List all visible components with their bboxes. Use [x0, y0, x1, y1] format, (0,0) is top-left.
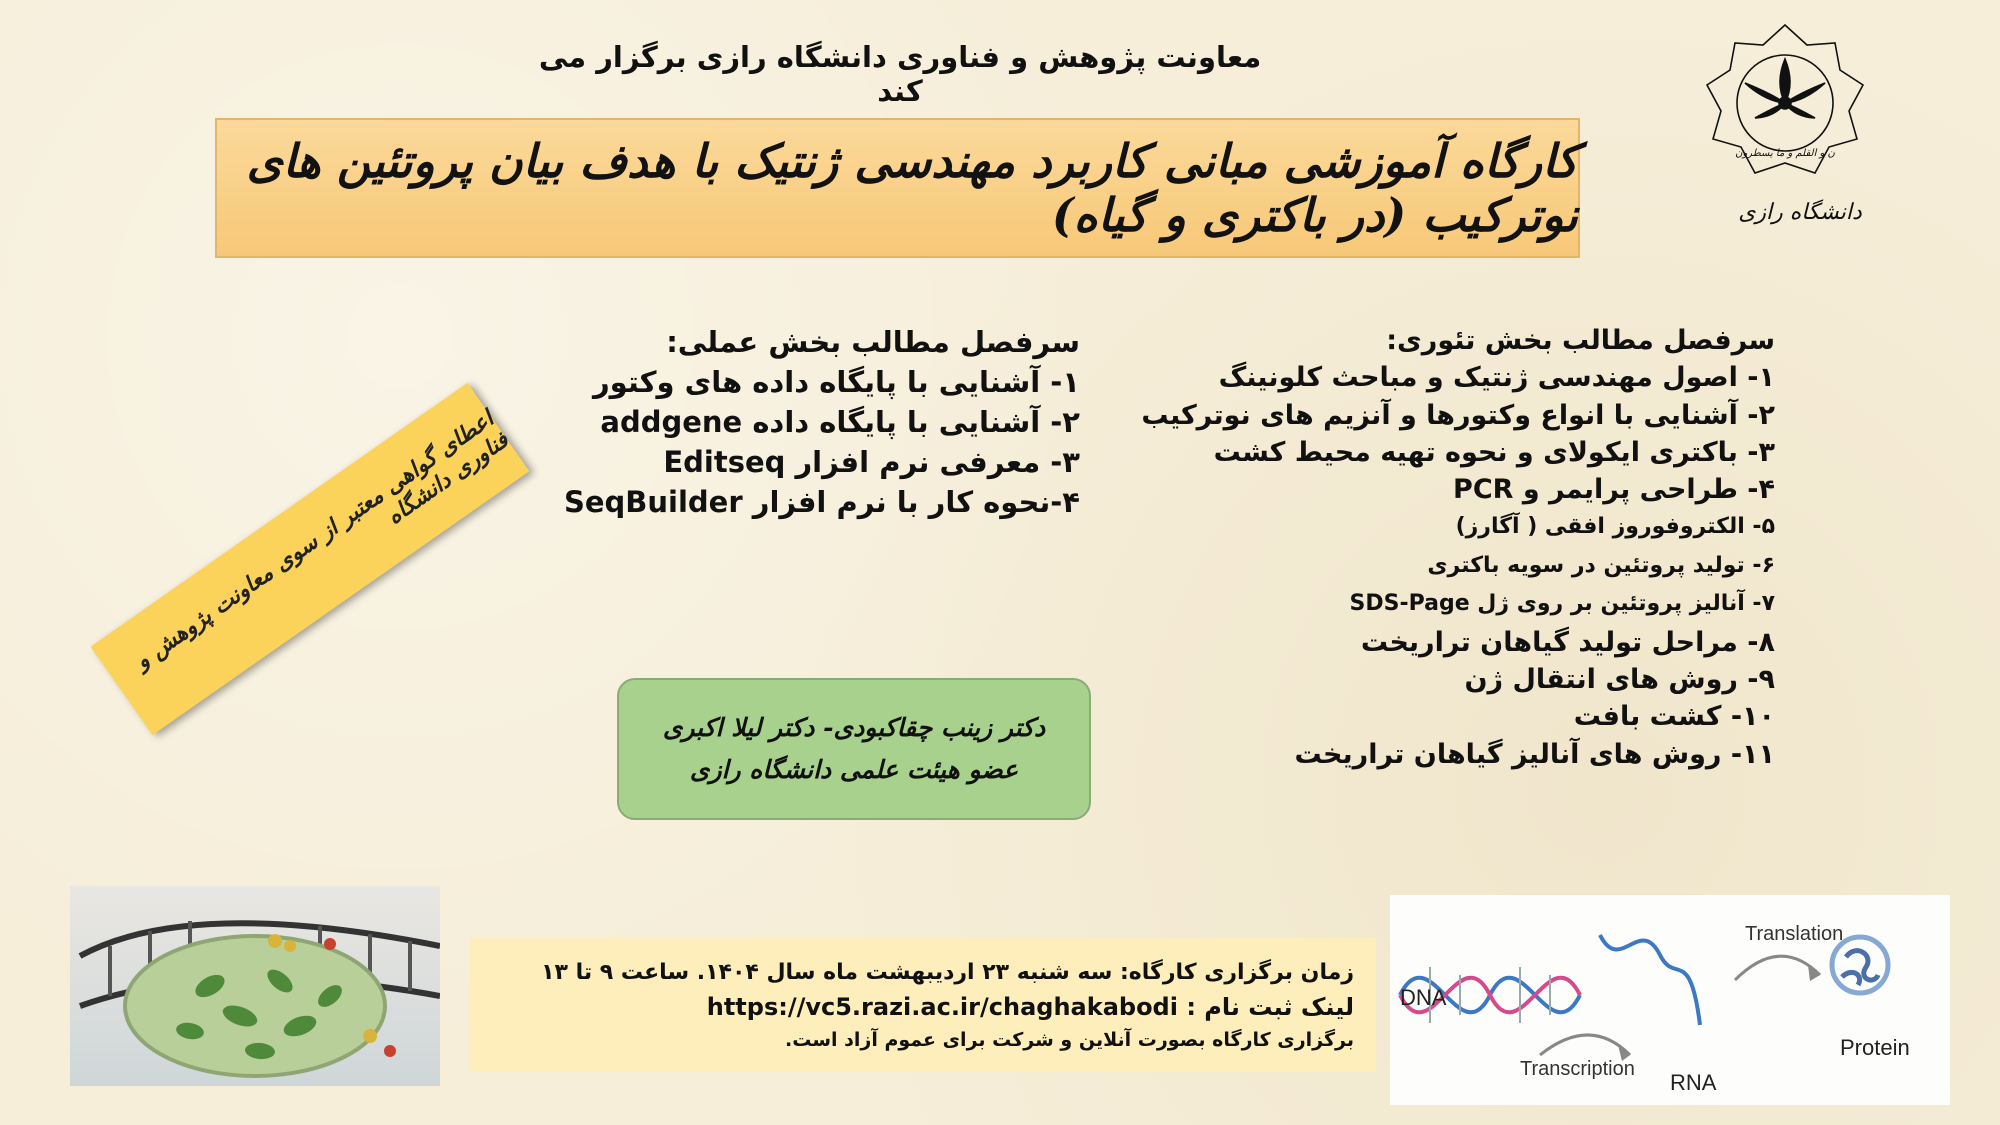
dna-label: DNA	[1400, 985, 1447, 1010]
event-time: زمان برگزاری کارگاه: سه شنبه ۲۳ اردیبهشت ماه سال ۱۴۰۴. ساعت ۹ تا ۱۳	[541, 959, 1354, 985]
theory-item: ۱۱- روش های آنالیز گیاهان تراریخت	[1294, 738, 1775, 770]
theory-item: ۵- الکتروفوروز افقی ( آگارز)	[1455, 514, 1775, 540]
protein-label: Protein	[1840, 1035, 1910, 1060]
plant-culture-image	[70, 886, 440, 1086]
practical-item: ۴-نحوه کار با نرم افزار SeqBuilder	[563, 485, 1080, 520]
theory-section	[1120, 322, 1775, 773]
instructors-box	[617, 678, 1091, 820]
workshop-title: کارگاه آموزشی مبانی کاربرد مهندسی ژنتیک با هدف بیان پروتئین های نوترکیب (در باکتری و گیاه)	[246, 134, 1578, 242]
instructor-names: دکتر زینب چقاکبودی- دکتر لیلا اکبری	[662, 712, 1046, 742]
transcription-label: Transcription	[1520, 1058, 1635, 1080]
practical-item: ۱- آشنایی با پایگاه داده های وکتور	[592, 365, 1080, 400]
registration-link[interactable]: https://vc5.razi.ac.ir/chaghakabodi	[706, 992, 1178, 1021]
practical-heading: سرفصل مطالب بخش عملی:	[666, 325, 1080, 359]
event-note: برگزاری کارگاه بصورت آنلاین و شرکت برای عموم آزاد است.	[785, 1028, 1354, 1051]
theory-item: ۸- مراحل تولید گیاهان تراریخت	[1360, 626, 1775, 658]
organizer-line: معاونت پژوهش و فناوری دانشگاه رازی برگزار می کند	[538, 40, 1262, 108]
theory-item: ۴- طراحی پرایمر و PCR	[1453, 474, 1775, 505]
theory-item: ۳- باکتری ایکولای و نحوه تهیه محیط کشت	[1213, 436, 1775, 468]
theory-item: ۱۰- کشت بافت	[1573, 701, 1775, 733]
rna-label: RNA	[1670, 1070, 1717, 1095]
theory-item: ۷- آنالیز پروتئین بر روی ژل SDS-Page	[1349, 591, 1775, 617]
translation-label: Translation	[1745, 923, 1844, 945]
theory-item: ۱- اصول مهندسی ژنتیک و مباحث کلونینگ	[1218, 362, 1775, 394]
practical-item: ۳- معرفی نرم افزار Editseq	[663, 445, 1080, 480]
theory-item: ۹- روش های انتقال ژن	[1464, 664, 1775, 695]
central-dogma-image	[1390, 895, 1950, 1105]
registration-line	[492, 993, 1354, 1021]
registration-label: لینک ثبت نام :	[1186, 992, 1354, 1021]
event-info-box	[470, 938, 1376, 1072]
title-banner	[215, 118, 1580, 258]
practical-item: ۲- آشنایی با پایگاه داده addgene	[600, 405, 1080, 440]
instructor-affiliation: عضو هیئت علمی دانشگاه رازی	[689, 755, 1019, 784]
theory-item: ۲- آشنایی با انواع وکتورها و آنزیم های نوترکیب	[1141, 399, 1775, 431]
practical-section	[560, 322, 1080, 522]
logo-caption: دانشگاه رازی	[1738, 200, 1862, 225]
theory-item: ۶- تولید پروتئین در سویه باکتری	[1427, 552, 1775, 578]
logo-motto: ن و القلم و ما یسطرون	[1735, 148, 1835, 159]
certificate-text: اعطای گواهی معتبر از سوی معاونت پژوهش و فناوری دانشگاه	[130, 405, 514, 675]
theory-heading: سرفصل مطالب بخش تئوری:	[1386, 325, 1775, 356]
